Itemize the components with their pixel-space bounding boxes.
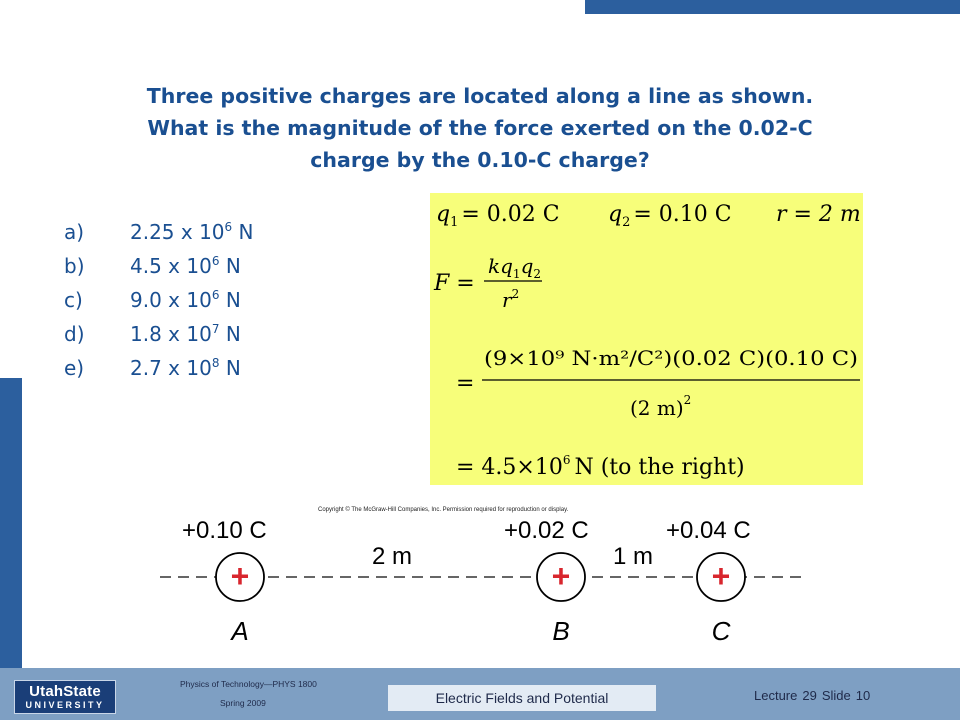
distance-bc: 1 m <box>613 543 654 570</box>
slide-footer <box>0 668 960 720</box>
answer-exponent: 7 <box>211 322 220 336</box>
question-line-1: Three positive charges are located along a line as shown. <box>146 84 814 108</box>
charge-a-value: +0.10 C <box>182 517 267 544</box>
answer-option-d[interactable] <box>64 317 254 351</box>
charge-b-value: +0.02 C <box>504 517 589 544</box>
copyright-notice: Copyright © The McGraw-Hill Companies, Inc. Permission required for reproduction or display. <box>318 507 569 513</box>
left-accent-bar <box>0 378 22 668</box>
university-logo <box>14 680 116 714</box>
question-text <box>60 80 900 176</box>
answer-exponent: 6 <box>211 254 220 268</box>
q1-definition: $q_1 = 0.02$ C <box>436 202 560 230</box>
answer-option-c[interactable] <box>64 283 254 317</box>
answer-list <box>64 215 254 385</box>
r-definition: r = 2 m <box>776 202 861 227</box>
charge-b-label: B <box>552 616 570 646</box>
slide-label: Slide <box>821 688 851 703</box>
coulomb-numerator: $kq_1q_2$ <box>488 254 542 281</box>
answer-letter: e) <box>64 356 85 380</box>
substitution-denominator: (2 m)$^2$ <box>630 393 692 420</box>
q2-definition: $q_2 = 0.10$ C <box>608 202 732 230</box>
force-symbol: F = <box>434 271 475 296</box>
answer-option-e[interactable] <box>64 351 254 385</box>
force-result: = $4.5\times 10^6$ N (to the right) <box>456 453 745 480</box>
lecture-slide-info <box>754 688 875 703</box>
answer-unit: N <box>238 220 254 244</box>
answer-letter: b) <box>64 254 85 278</box>
charge-a-label: A <box>231 616 249 646</box>
answer-exponent: 6 <box>211 288 220 302</box>
answer-mantissa: 2.7 x 10 <box>130 356 212 380</box>
answer-letter: a) <box>64 220 85 244</box>
answer-option-b[interactable] <box>64 249 254 283</box>
logo-main-text: UtahState <box>29 682 101 700</box>
answer-letter: d) <box>64 322 85 346</box>
answer-option-a[interactable] <box>64 215 254 249</box>
lecture-label: Lecture <box>754 688 798 703</box>
charge-b-sign: + <box>551 558 571 594</box>
question-line-2: What is the magnitude of the force exerted on the 0.02-C <box>147 116 813 140</box>
answer-letter: c) <box>64 288 83 312</box>
answer-mantissa: 4.5 x 10 <box>130 254 212 278</box>
logo-sub-text: UNIVERSITY <box>25 699 105 710</box>
charge-c-value: +0.04 C <box>666 517 751 544</box>
answer-mantissa: 9.0 x 10 <box>130 288 212 312</box>
answer-exponent: 6 <box>224 220 233 234</box>
course-term: Spring 2009 <box>220 698 266 708</box>
lecture-number: 29 <box>802 688 817 703</box>
answer-unit: N <box>225 288 241 312</box>
answer-mantissa: 2.25 x 10 <box>130 220 225 244</box>
charge-a-sign: + <box>230 558 250 594</box>
answer-exponent: 8 <box>211 356 220 370</box>
answer-unit: N <box>225 322 241 346</box>
answer-unit: N <box>225 254 241 278</box>
substitution-numerator: (9×10⁹ N·m²/C²)(0.02 C)(0.10 C) <box>484 346 858 370</box>
equals-step-2: = <box>456 371 475 396</box>
charge-diagram <box>160 500 805 648</box>
charge-c-label: C <box>711 616 731 646</box>
coulomb-denominator: $r^2$ <box>502 287 520 312</box>
question-line-3: charge by the 0.10-C charge? <box>310 148 650 172</box>
lecture-topic: Electric Fields and Potential <box>388 685 656 711</box>
answer-unit: N <box>225 356 241 380</box>
solution-box <box>430 193 863 485</box>
top-accent-bar <box>585 0 960 14</box>
distance-ab: 2 m <box>372 543 413 570</box>
course-name: Physics of Technology—PHYS 1800 <box>180 679 317 689</box>
answer-mantissa: 1.8 x 10 <box>130 322 212 346</box>
charge-c-sign: + <box>711 558 731 594</box>
slide-number: 10 <box>855 688 871 703</box>
